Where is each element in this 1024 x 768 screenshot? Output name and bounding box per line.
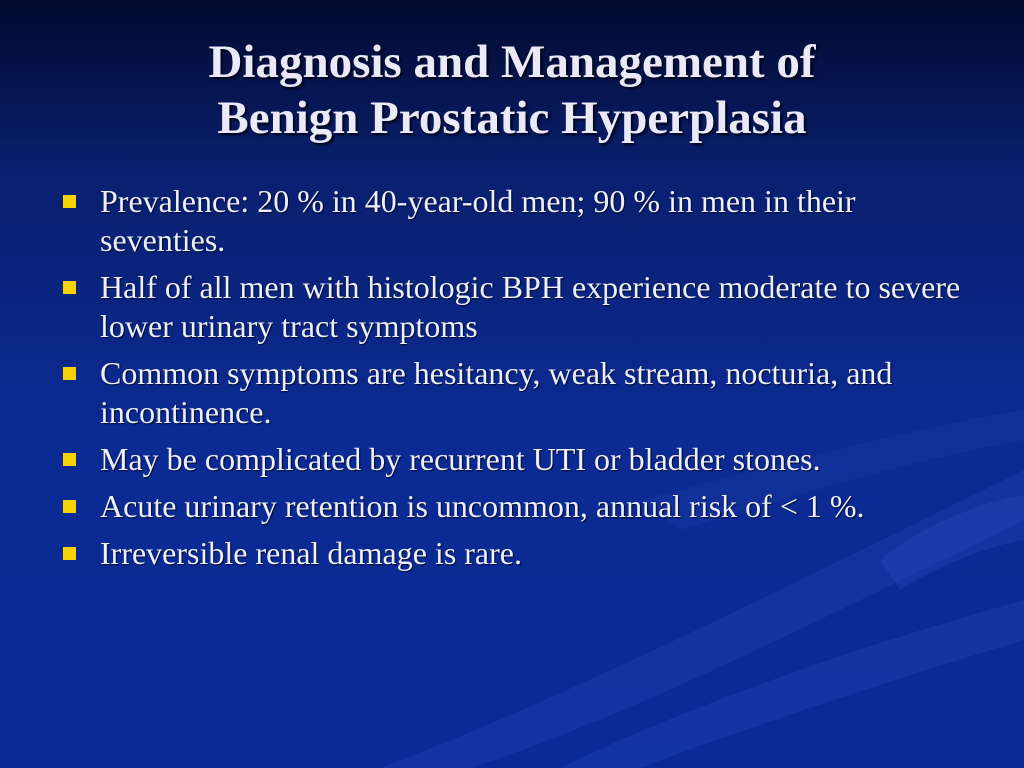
bullet-list	[60, 182, 970, 581]
bullet-item-urinary-retention	[60, 487, 970, 526]
square-bullet-icon	[63, 500, 76, 513]
bullet-item-complications	[60, 440, 970, 479]
bullet-item-common-symptoms	[60, 354, 970, 432]
square-bullet-icon	[63, 281, 76, 294]
slide-title-line-1: Diagnosis and Management of	[208, 36, 816, 88]
slide-title	[60, 34, 964, 146]
bullet-text: Prevalence: 20 % in 40-year-old men; 90 % in men in their seventies.	[100, 183, 856, 258]
bullet-item-renal-damage	[60, 534, 970, 573]
square-bullet-icon	[63, 547, 76, 560]
square-bullet-icon	[63, 453, 76, 466]
bullet-item-half-of-men	[60, 268, 970, 346]
square-bullet-icon	[63, 367, 76, 380]
bullet-text: Irreversible renal damage is rare.	[100, 535, 522, 571]
bullet-text: Half of all men with histologic BPH experience moderate to severe lower urinary tract symptoms	[100, 269, 961, 344]
bullet-item-prevalence	[60, 182, 970, 260]
square-bullet-icon	[63, 195, 76, 208]
bullet-text: Acute urinary retention is uncommon, annual risk of < 1 %.	[100, 488, 865, 524]
bullet-text: May be complicated by recurrent UTI or bladder stones.	[100, 441, 821, 477]
slide-title-line-2: Benign Prostatic Hyperplasia	[217, 92, 807, 144]
bullet-text: Common symptoms are hesitancy, weak stream, nocturia, and incontinence.	[100, 355, 893, 430]
